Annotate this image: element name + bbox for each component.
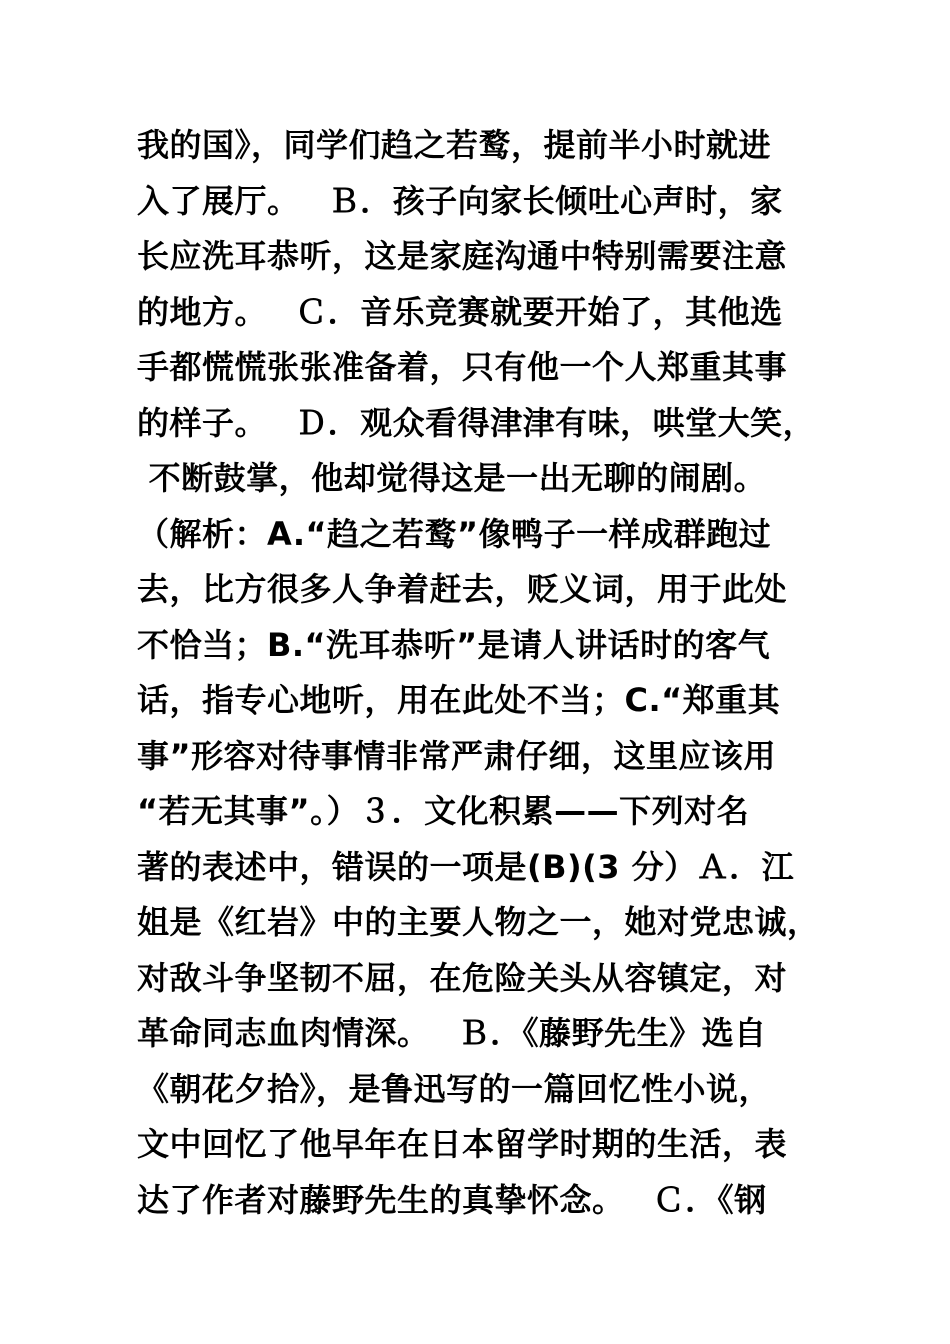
text-line: 长应洗耳恭听，这是家庭沟通中特别需要注意 xyxy=(137,237,788,275)
text-line: 去，比方很多人争着赶去，贬义词，用于此处 xyxy=(137,570,788,608)
text-line: 我的国》，同学们趋之若鹜，提前半小时就进 xyxy=(137,126,772,164)
text-line: 著的表述中，错误的一项是(B)(3 分）Ａ．江 xyxy=(137,847,795,886)
text-line: 达了作者对藤野先生的真挚怀念。 Ｃ．《钢 xyxy=(137,1180,767,1219)
text-line: “若无其事”。）３．文化积累——下列对名 xyxy=(137,792,750,830)
text-line: 手都慌慌张张准备着，只有他一个人郑重其事 xyxy=(137,348,788,386)
text-line: 文中回忆了他早年在日本留学时期的生活，表 xyxy=(137,1125,788,1163)
text-line: 话，指专心地听，用在此处不当；C.“郑重其 xyxy=(137,681,781,719)
text-line: 对敌斗争坚韧不屈，在危险关头从容镇定，对 xyxy=(137,958,788,997)
document-body xyxy=(137,118,847,1228)
text-line: 的地方。 Ｃ．音乐竞赛就要开始了，其他选 xyxy=(137,292,783,331)
text-line: 不恰当；B.“洗耳恭听”是请人讲话时的客气 xyxy=(137,625,771,664)
text-line: 《朝花夕拾》，是鲁迅写的一篇回忆性小说， xyxy=(137,1069,772,1108)
text-line: 入了展厅。 Ｂ．孩子向家长倾吐心声时，家 xyxy=(137,181,783,220)
text-line: 不断鼓掌，他却觉得这是一出无聊的闹剧。 xyxy=(137,459,767,497)
text-line: 姐是《红岩》中的主要人物之一，她对党忠诚， xyxy=(137,903,820,941)
text-line: 的样子。 Ｄ．观众看得津津有味，哄堂大笑， xyxy=(137,403,816,442)
text-line: 革命同志血肉情深。 Ｂ．《藤野先生》选自 xyxy=(137,1014,767,1052)
text-line: 事”形容对待事情非常严肃仔细，这里应该用 xyxy=(137,736,777,775)
text-line: （解析：A.“趋之若鹜”像鸭子一样成群跑过 xyxy=(137,514,772,553)
